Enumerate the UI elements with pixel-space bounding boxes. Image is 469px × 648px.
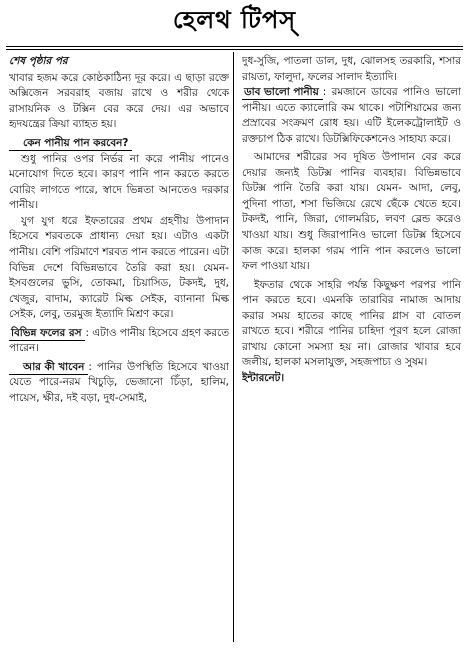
paragraph-food-list: দুধ-সুজি, পাতলা ডাল, দুধ, ঝোলসহ তরকারি, শসার রায়তা, ফালুদা, ফলের সালাদ ইত্যাদি। [242,55,461,83]
continued-label: শেষ পৃষ্ঠার পর [9,55,68,67]
masthead [0,0,469,44]
section-heading-fruit-juice: বিভিন্ন ফলের রস [9,326,85,341]
title-rule [6,46,463,47]
source-credit: ইন্টারনেট। [242,371,285,384]
paragraph-fruit-juice [9,326,229,357]
intro-paragraph: খাবার হজম করে কোষ্ঠকাঠিন্য দূর করে। এ ছাড়া রক্তে অক্সিজেন সরবরাহ বজায় রাখে ও শরীর থেকে রাসায়নিক ও টক্সিন বের করে দেয়। এর অভাবে হৃদযন্ত্রের ক্রিয়া ব্যাহত হয়। [9,71,229,131]
paragraph-iftar-water: ইফতার থেকে সাহরি পর্যন্ত কিছুক্ষণ পরপর পানি পান করতে হবে। এমনকি তারাবির নামাজ আদায় করার সময় হাতের কাছে পানির গ্লাস বা বোতল রাখতে হবে। শরীরে পানির চাহিদা পূরণ হলে রোজা রাখায় কোনো সমস্যা হয় না। রোজার খাবার হবে জলীয়, হালকা মসলাযুক্ত, সহজপাচ্য ও সুষম। [242,278,461,369]
section-heading-what-else: আর কী খাবেন [9,360,88,375]
section-heading-coconut-water: ডাব ভালো পানীয় [242,85,323,100]
title-rule-thin [6,49,463,50]
section-heading-why-drinks: কেন পানীয় পান করবেন? [9,136,132,151]
fruit-juice-text: : এটাও পানীয় হিসেবে গ্রহণ করতে পারেন। [9,326,229,355]
paragraph-drinks: শুধু পানির ওপর নির্ভর না করে পানীয় পানেও মনোযোগ দিতে হবে। কারণ পানি পান করতে করতে বোরিং লাগতে পারে, স্বাদে ভিন্নতা আনতেও দরকার পানীয়। [9,152,229,212]
coconut-water-text: : রমজানে ডাবের পানিও ভালো পানীয়। এতে ক্যালোরি কম থাকে। পটাশিয়ামের জন্য প্রস্রাবের সংক্রমণ রোধ হয়। এটি ইলেকট্রোলাইট ও রক্তচাপ ঠিক রাখে। ডিটক্সিফিকেশনেও সাহায্য করে। [242,86,461,145]
paragraph-coconut [242,85,461,147]
paragraph-what-else [9,360,229,407]
column-divider [233,52,234,642]
what-else-text: : পানির উপস্থিতি হিসেবে খাওয়া যেতে পারে-নরম খিচুড়ি, ভেজানো চিঁড়া, হালিম, পায়েস, ক্ষীর, দই বড়া, দুধ-সেমাই, [9,360,229,404]
paragraph-detox: আমাদের শরীরের সব দূষিত উপাদান বের করে দেয়ার জন্যই ডিটক্স পানির ব্যবহার। বিভিন্নভাবে ডিটক্স পানি তৈরি করা যায়। যেমন- আদা, লেবু, পুদিনা পাতা, শসা ভিজিয়ে রেখে ছেঁকে খেতে হবে। টকদই, পানি, জিরা, গোলমরিচ, লবণ ব্লেন্ড করেও খাওয়া যায়। শুধু জিরাপানিও ভালো ডিটক্স হিসেবে কাজ করে। হালকা গরম পানি পান করলেও ভালো ফল পাওয়া যায়। [242,151,461,273]
left-column [9,54,229,642]
right-column [242,54,461,642]
paragraph-sharbat: যুগ যুগ ধরে ইফতারের প্রথম গ্রহণীয় উপাদান হিসেবে শরবতকে প্রাধান্য দেয়া হয়। এটাও একটা পানীয়। বেশি পরিমাণে শরবত পান করতে পারেন। এটা বিভিন্ন দেশে বিভিন্নভাবে তৈরি করা হয়। যেমন- ইসবগুলের ভুসি, তোকমা, চিয়াসিড, টকদই, দুধ, খেজুর, বাদাম, ক্যারেট মিল্ক সেইক, ব্যানানা মিল্ক সেইক, লেবু, তরমুজ ইত্যাদি মিশ্রণ করে। [9,214,229,321]
page-title: হেলথ টিপস্ [172,6,297,34]
